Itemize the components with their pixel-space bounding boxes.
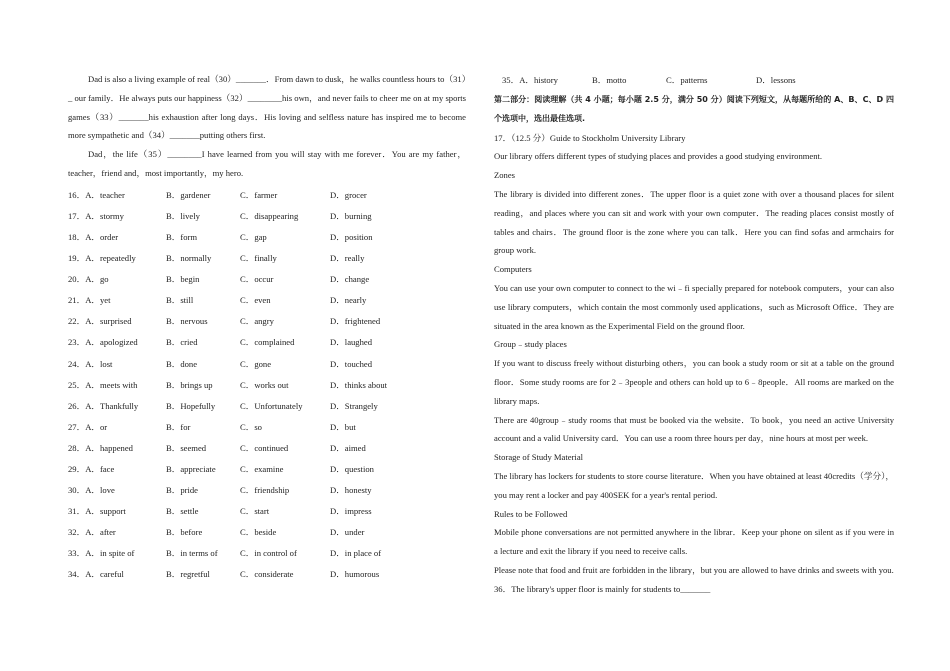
question-title: 17．（12.5 分）Guide to Stockholm University Library [494,132,686,143]
option-a: A．teacher [85,189,125,200]
question-number: 25． [68,379,86,390]
question-row [68,480,466,501]
question-number: 28． [68,442,86,453]
question-number-and-option-a [68,396,138,417]
question-number-and-option-a [68,290,111,311]
option-c: C．start [240,506,270,517]
option-d: D．nearly [330,295,367,306]
question-number-and-option-a [68,522,116,543]
option-d: D．grocer [330,189,367,200]
option-b: B．form [166,231,198,242]
question-row [68,459,466,480]
option-a: A．or [85,421,108,432]
option-b: B．for [166,421,191,432]
option-d: D．but [330,421,356,432]
option-a: A．support [85,506,126,517]
option-c: C．occur [240,274,274,285]
question-number-and-option-a [68,564,124,585]
option-c: C．so [240,421,262,432]
option-b: B．normally [166,253,212,264]
option-c: C．beside [240,527,277,538]
option-c: C．disappearing [240,210,299,221]
option-c: C．in control of [240,548,297,559]
option-d: D．humorous [330,569,380,580]
rules-text: Mobile phone conversations are not permitted anywhere in the librar．Keep your phone on silent as if you were in a lecture and exit the library if you need to receive calls. [494,527,894,557]
question-number-and-option-a [68,354,112,375]
option-a: A．go [85,274,109,285]
question-row [68,311,466,332]
question-number: 20． [68,274,86,285]
group-study-text-2: There are 40group﹣study rooms that must be booked via the website．To book，you need an active University account and a valid University card．You can use a room three hours per day，nine hours at most per week. [494,414,894,444]
option-c: C．examine [240,464,284,474]
computers-heading: Computers [494,264,532,275]
group-study-heading: Group﹣study places [494,339,567,350]
option-c: C．continued [240,442,289,453]
question-row [68,332,466,353]
option-d: D．lessons [756,75,796,85]
storage-heading: Storage of Study Material [494,452,584,463]
option-d: D．impress [330,506,372,517]
option-b: B．regretful [166,569,210,580]
option-d: D．burning [330,210,372,221]
question-number-and-option-a [68,311,132,332]
option-d: D．frightened [330,316,381,327]
passage-paragraph: Dad，the life（35）________I have learned from you will stay with me forever．You are my father，teacher，friend and，most importantly，my hero. [68,149,466,178]
question-row [68,290,466,311]
question-number-and-option-a [68,543,134,564]
option-c: C．complained [240,337,295,348]
question-number: 26． [68,400,86,411]
question-number-and-option-a [68,248,136,269]
question-number: 21． [68,295,86,306]
option-c: C．even [240,295,271,306]
question-number-and-option-a [68,459,114,480]
question-number-and-option-a [68,501,126,522]
question-number-and-option-a [68,206,124,227]
option-c: C．Unfortunately [240,400,303,411]
option-c: C．gap [240,231,267,242]
question-number-and-option-a [68,269,109,290]
option-a: A．Thankfully [85,400,139,411]
option-d: D．under [330,527,365,538]
left-column [68,70,466,586]
question-number-and-option-a [68,480,115,501]
option-b: B．done [166,358,198,369]
question-number: 31． [68,506,86,517]
question-36: 36．The library's upper floor is mainly for students to_______ [494,583,711,594]
option-d: D．change [330,274,370,285]
question-row [68,396,466,417]
question-number: 22． [68,316,86,327]
question-number: 17． [68,210,86,221]
question-row [68,185,466,206]
option-a: A．repeatedly [85,253,136,264]
question-row [68,269,466,290]
question-row [68,248,466,269]
group-study-text: If you want to discuss freely without disturbing others，you can book a study room or sit at a table on the ground floor．Some study rooms are for 2﹣3people and others can hold up to 6﹣8people．All rooms are marked on the library maps. [494,358,894,406]
question-number-and-option-a [68,227,118,248]
section-header: 第二部分：阅读理解（共 4 小题；每小题 2.5 分，满分 50 分）阅读下列短文，从每题所给的 A、B、C、D 四个选项中，选出最佳选项. [494,95,894,123]
question-number: 33． [68,548,86,559]
option-d: D．thinks about [330,379,388,390]
question-number-and-option-a [502,70,558,91]
option-d: D．touched [330,358,373,369]
option-c: C．farmer [240,189,278,200]
question-list [68,185,466,586]
question-row [68,227,466,248]
question-row [68,438,466,459]
zones-text: The library is divided into different zones．The upper floor is a quiet zone with over a thousand places for silent reading，and places where you can sit and work with your own computer．The reading places consist mostly of tables and chairs．The ground floor is the zone where you can talk．Here you can find sofas and armchairs for group work. [494,188,894,256]
option-a: A．after [85,527,116,538]
option-b: B．appreciate [166,464,216,474]
question-row-35 [494,70,894,91]
question-number-and-option-a [68,375,137,396]
option-a: A．order [85,231,119,242]
option-c: C．finally [240,253,277,264]
option-b: B．nervous [166,316,208,327]
option-c: C．angry [240,316,274,327]
question-row [68,354,466,375]
option-a: A．history [519,75,558,85]
option-b: B．before [166,527,203,538]
option-d: D．Strangely [330,400,378,411]
question-number: 29． [68,464,86,474]
question-number: 24． [68,358,86,369]
question-number: 32． [68,527,86,538]
zones-heading: Zones [494,170,516,181]
option-b: B．lively [166,210,200,221]
option-a: A．face [85,464,115,474]
option-a: A．apologized [85,337,138,348]
question-number: 35． [502,75,520,85]
option-b: B．still [166,295,194,306]
right-column [494,70,894,599]
question-number-and-option-a [68,417,107,438]
question-number: 16． [68,189,86,200]
option-a: A．lost [85,358,113,369]
option-a: A．careful [85,569,124,580]
option-d: D．aimed [330,442,366,453]
question-row [68,522,466,543]
option-c: C．gone [240,358,272,369]
passage-paragraph: Dad is also a living example of real（30）_______．From dawn to dusk，he walks countless hours to（31）_ our family．He always puts our happiness（32）________his own，and never fails to cheer me on at my sports games（33）_______his exhaustion after long days．His loving and selfless nature has inspired me to become more sympathetic and（34）_______putting others first. [68,74,466,141]
option-b: B．gardener [166,189,211,200]
question-row [68,501,466,522]
question-row [68,543,466,564]
option-d: D．really [330,253,365,264]
option-a: A．stormy [85,210,124,221]
option-d: D．laughed [330,337,373,348]
question-number-and-option-a [68,185,125,206]
computers-text: You can use your own computer to connect to the wi﹣fi specially prepared for notebook computers，your can also use library computers，which contain the most commonly used applications，such as Microsoft Office．They are situated in the area known as the Experimental Field on the ground floor. [494,282,894,331]
option-b: B．pride [166,485,198,496]
option-d: D．honesty [330,485,372,496]
question-number: 19． [68,253,86,264]
option-b: B．cried [166,337,198,348]
storage-text: The library has lockers for students to store course literature．When you have obtained at least 40credits（学分），you may rent a locker and pay 400SEK for a year's rental period. [494,470,894,500]
question-number: 18． [68,231,86,242]
option-b: B．seemed [166,442,207,453]
question-row [68,375,466,396]
option-a: A．yet [85,295,111,306]
option-d: D．question [330,464,374,474]
option-b: B．brings up [166,379,213,390]
option-c: C．works out [240,379,289,390]
rules-heading: Rules to be Followed [494,508,568,519]
option-b: B．motto [592,75,627,85]
question-number: 23． [68,337,86,348]
question-number-and-option-a [68,332,138,353]
option-a: A．meets with [85,379,138,390]
option-c: C．considerate [240,569,294,580]
option-a: A．love [85,485,115,496]
option-b: B．begin [166,274,200,285]
option-b: B．in terms of [166,548,218,559]
option-a: A．surprised [85,316,132,327]
question-row [68,564,466,585]
question-row [68,206,466,227]
option-a: A．in spite of [85,548,135,559]
option-a: A．happened [85,442,133,453]
option-d: D．in place of [330,548,382,559]
question-number: 27． [68,421,86,432]
option-b: B．Hopefully [166,400,216,411]
question-number: 30． [68,485,86,496]
question-row [68,417,466,438]
option-b: B．settle [166,506,199,517]
option-c: C．patterns [666,75,708,85]
option-c: C．friendship [240,485,290,496]
option-d: D．position [330,231,373,242]
question-number: 34． [68,569,86,580]
rules-text-2: Please note that food and fruit are forbidden in the library，but you are allowed to have drinks and sweets with you. [494,564,894,575]
question-number-and-option-a [68,438,133,459]
intro-text: Our library offers different types of studying places and provides a good studying environment. [494,151,823,162]
